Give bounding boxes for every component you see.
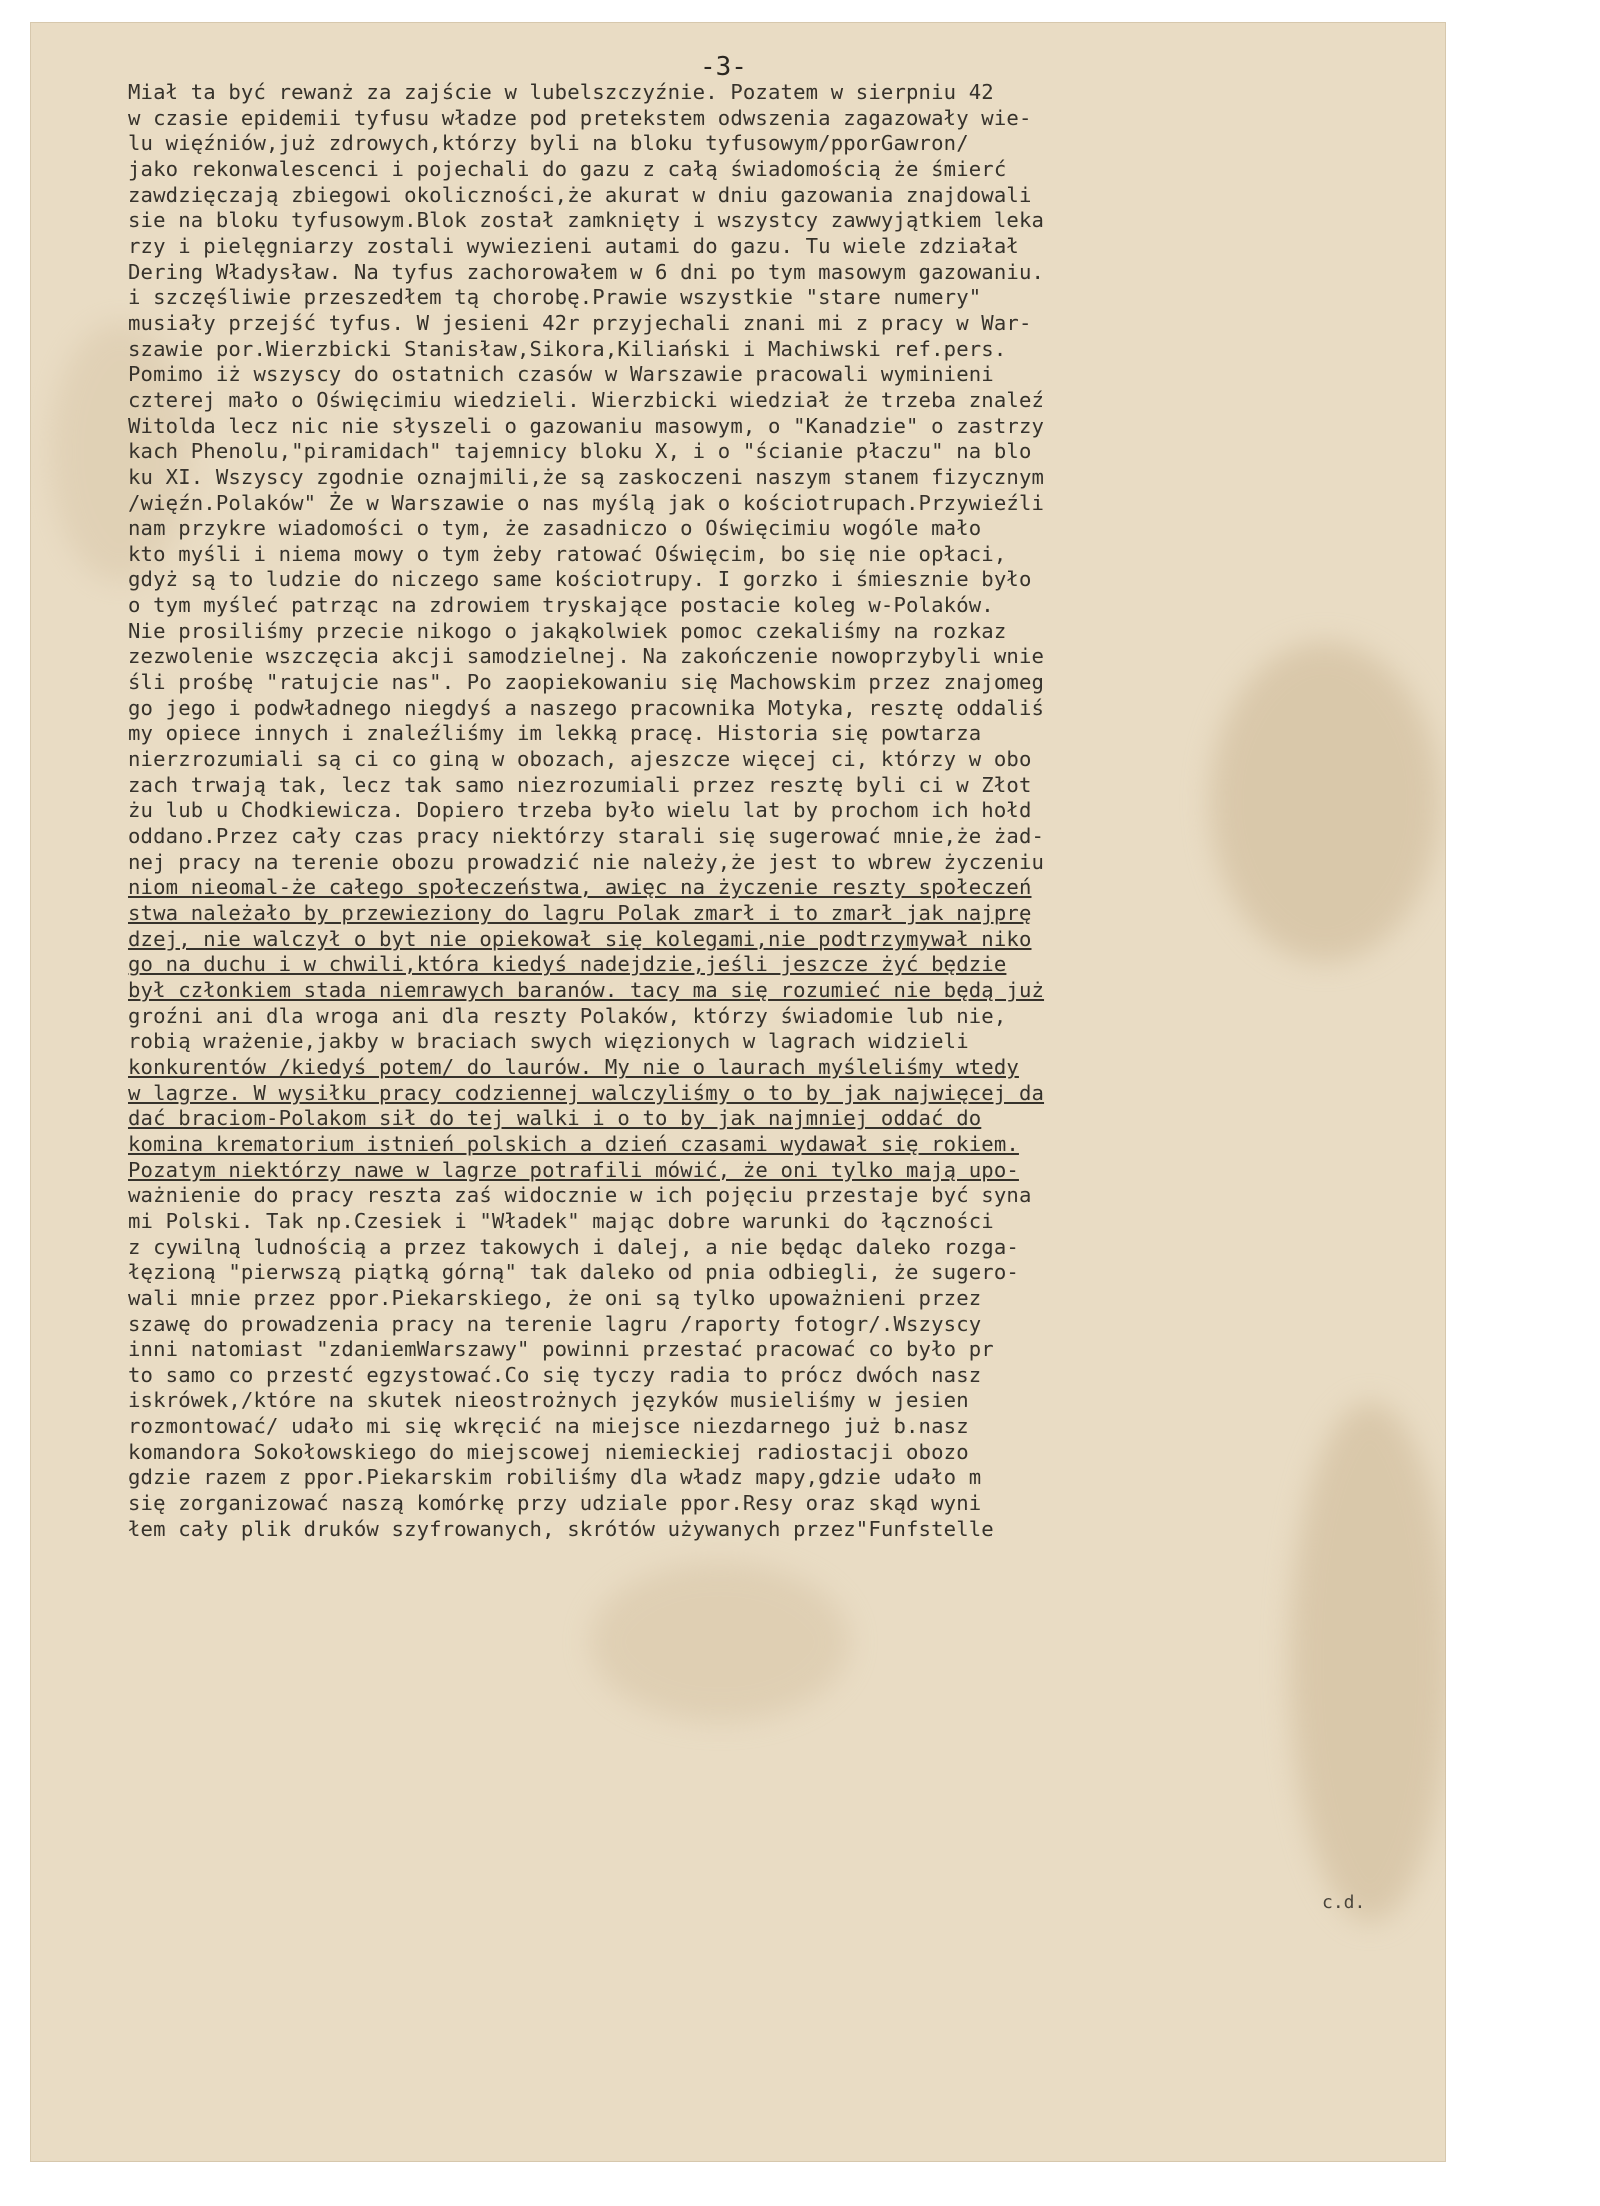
text-line: z cywilną ludnością a przez takowych i dalej, a nie będąc daleko rozga- <box>128 1234 1019 1259</box>
text-line: konkurentów /kiedyś potem/ do laurów. My nie o laurach myśleliśmy wtedy <box>128 1054 1019 1079</box>
paper-stain <box>590 1562 850 1722</box>
text-line: śli prośbę "ratujcie nas". Po zaopiekowaniu się Machowskim przez znajomeg <box>128 670 1045 695</box>
text-line: dzej, nie walczył o byt nie opiekował się kolegami,nie podtrzymywał niko <box>128 926 1032 951</box>
text-line: w lagrze. W wysiłku pracy codziennej walczyliśmy o to by jak najwięcej da <box>128 1080 1045 1105</box>
text-line: to samo co przestć egzystować.Co się tyczy radia to prócz dwóch nasz <box>128 1362 982 1387</box>
text-line: w czasie epidemii tyfusu władze pod pretekstem odwszenia zagazowały wie- <box>128 105 1032 130</box>
text-line: szawie por.Wierzbicki Stanisław,Sikora,Kiliański i Machiwski ref.pers. <box>128 336 1007 361</box>
text-line: go jego i podwładnego niegdyś a naszego pracownika Motyka, resztę oddaliś <box>128 695 1045 720</box>
text-line: ku XI. Wszyscy zgodnie oznajmili,że są zaskoczeni naszym stanem fizycznym <box>128 464 1045 489</box>
text-line: oddano.Przez cały czas pracy niektórzy starali się sugerować mnie,że żad- <box>128 824 1045 849</box>
text-line: Nie prosiliśmy przecie nikogo o jakąkolwiek pomoc czekaliśmy na rozkaz <box>128 618 1007 643</box>
text-line: inni natomiast "zdaniemWarszawy" powinni przestać pracować co było pr <box>128 1337 994 1362</box>
text-line: rzy i pielęgniarzy zostali wywiezieni autami do gazu. Tu wiele zdziałał <box>128 233 1019 258</box>
text-line: Miał ta być rewanż za zajście w lubelszczyźnie. Pozatem w sierpniu 42 <box>128 80 994 104</box>
text-line: kach Phenolu,"piramidach" tajemnicy bloku X, i o "ścianie płaczu" na blo <box>128 439 1032 464</box>
text-line: sie na bloku tyfusowym.Blok został zamknięty i wszystcy zawwyjątkiem leka <box>128 208 1045 233</box>
text-line: groźni ani dla wroga ani dla reszty Polaków, którzy świadomie lub nie, <box>128 1003 1007 1028</box>
continuation-mark: c.d. <box>1322 1892 1366 1913</box>
text-line: rozmontować/ udało mi się wkręcić na miejsce niezdarnego już b.nasz <box>128 1414 969 1439</box>
text-line: czterej mało o Oświęcimiu wiedzieli. Wierzbicki wiedział że trzeba znaleź <box>128 387 1045 412</box>
text-line: szawę do prowadzenia pracy na terenie lagru /raporty fotogr/.Wszyscy <box>128 1311 982 1336</box>
typewritten-body <box>128 80 1428 1542</box>
text-line: nierzrozumiali są ci co giną w obozach, ajeszcze więcej ci, którzy w obo <box>128 747 1032 772</box>
text-line: żu lub u Chodkiewicza. Dopiero trzeba było wielu lat by prochom ich hołd <box>128 798 1032 823</box>
text-line: łęzioną "pierwszą piątką górną" tak daleko od pnia odbiegli, że sugero- <box>128 1260 1019 1285</box>
text-line: był członkiem stada niemrawych baranów. tacy ma się rozumieć nie będą już <box>128 977 1045 1002</box>
text-line: iskrówek,/które na skutek nieostrożnych języków musieliśmy w jesien <box>128 1388 969 1413</box>
text-line: my opiece innych i znaleźliśmy im lekką pracę. Historia się powtarza <box>128 721 982 746</box>
text-line: lu więźniów,już zdrowych,którzy byli na bloku tyfusowym/pporGawron/ <box>128 131 969 156</box>
text-line: nej pracy na terenie obozu prowadzić nie należy,że jest to wbrew życzeniu <box>128 849 1045 874</box>
text-line: o tym myśleć patrząc na zdrowiem tryskające postacie koleg w-Polaków. <box>128 593 994 618</box>
text-line: zach trwają tak, lecz tak samo niezrozumiali przez resztę byli ci w Złot <box>128 772 1032 797</box>
text-line: Pozatym niektórzy nawe w lagrze potrafili mówić, że oni tylko mają upo- <box>128 1157 1019 1182</box>
text-line: i szczęśliwie przeszedłem tą chorobę.Prawie wszystkie "stare numery" <box>128 285 982 310</box>
text-line: komina krematorium istnień polskich a dzień czasami wydawał się rokiem. <box>128 1131 1019 1156</box>
text-line: stwa należało by przewieziony do lagru Polak zmarł i to zmarł jak najprę <box>128 901 1032 925</box>
text-line: wali mnie przez ppor.Piekarskiego, że oni są tylko upoważnieni przez <box>128 1285 982 1310</box>
text-line: Dering Władysław. Na tyfus zachorowałem w 6 dni po tym masowym gazowaniu. <box>128 259 1045 284</box>
text-line: go na duchu i w chwili,która kiedyś nadejdzie,jeśli jeszcze żyć będzie <box>128 952 1007 977</box>
text-line: musiały przejść tyfus. W jesieni 42r przyjechali znani mi z pracy w War- <box>128 310 1032 335</box>
text-line: nam przykre wiadomości o tym, że zasadniczo o Oświęcimiu wogóle mało <box>128 516 982 541</box>
text-line: /więźn.Polaków" Że w Warszawie o nas myślą jak o kościotrupach.Przywieźli <box>128 490 1045 515</box>
text-line: Pomimo iż wszyscy do ostatnich czasów w Warszawie pracowali wyminieni <box>128 362 994 387</box>
text-line: gdyż są to ludzie do niczego same kościotrupy. I gorzko i śmiesznie było <box>128 567 1032 592</box>
text-line: zezwolenie wszczęcia akcji samodzielnej. Na zakończenie nowoprzybyli wnie <box>128 644 1045 669</box>
text-line: komandora Sokołowskiego do miejscowej niemieckiej radiostacji obozo <box>128 1439 969 1464</box>
text-line: łem cały plik druków szyfrowanych, skrótów używanych przez"Funfstelle <box>128 1516 994 1541</box>
text-line: dać braciom-Polakom sił do tej walki i o to by jak najmniej oddać do <box>128 1106 982 1131</box>
text-line: robią wrażenie,jakby w braciach swych więzionych w lagrach widzieli <box>128 1029 969 1054</box>
text-line: ważnienie do pracy reszta zaś widocznie w ich pojęciu przestaje być syna <box>128 1183 1032 1208</box>
text-line: jako rekonwalescenci i pojechali do gazu z całą świadomością że śmierć <box>128 156 1007 181</box>
text-line: gdzie razem z ppor.Piekarskim robiliśmy dla władz mapy,gdzie udało m <box>128 1465 982 1490</box>
text-line: kto myśli i niema mowy o tym żeby ratować Oświęcim, bo się nie opłaci, <box>128 541 1007 566</box>
text-line: mi Polski. Tak np.Czesiek i "Władek" mając dobre warunki do łączności <box>128 1208 994 1233</box>
text-line: się zorganizować naszą komórkę przy udziale ppor.Resy oraz skąd wyni <box>128 1491 982 1516</box>
text-line: zawdzięczają zbiegowi okoliczności,że akurat w dniu gazowania znajdowali <box>128 182 1032 207</box>
text-line: niom nieomal-że całego społeczeństwa, awięc na życzenie reszty społeczeń <box>128 875 1032 900</box>
text-line: Witolda lecz nic nie słyszeli o gazowaniu masowym, o "Kanadzie" o zastrzy <box>128 413 1045 438</box>
page-number: -3- <box>700 52 747 82</box>
